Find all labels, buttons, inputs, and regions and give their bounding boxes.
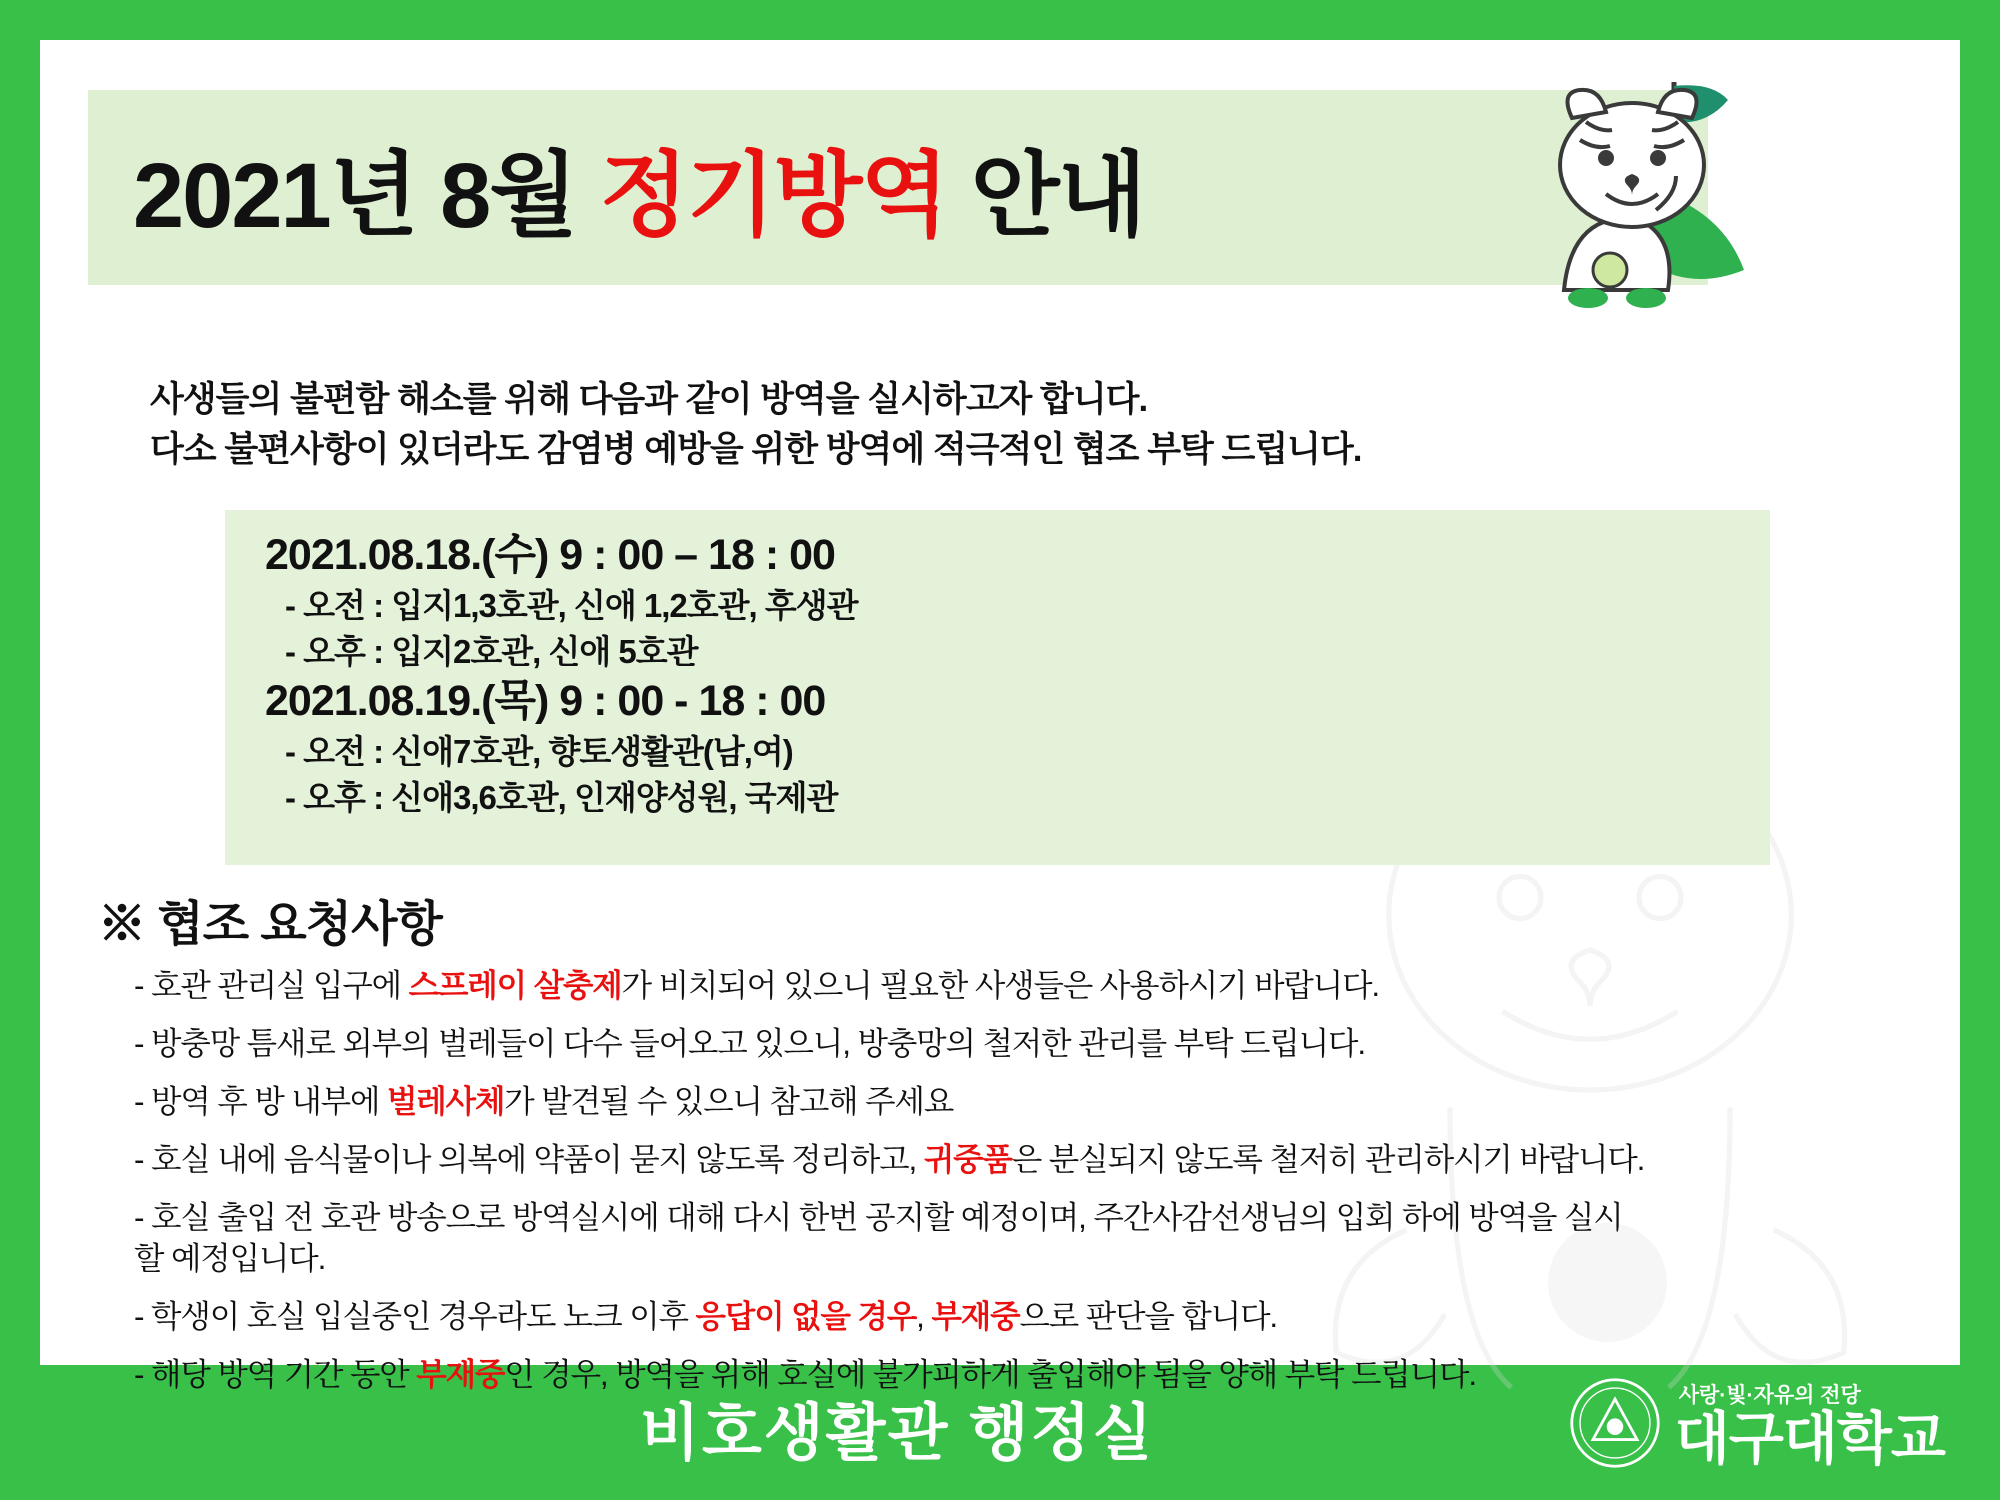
schedule-2-line-2: - 오후 : 신애3,6호관, 인재양성원, 국제관	[285, 778, 838, 816]
notice-item	[108, 965, 1918, 1006]
tiger-mascot-flag-icon	[1460, 70, 1760, 340]
notice-list	[108, 965, 1918, 1412]
intro-line-1: 사생들의 불편함 해소를 위해 다음과 같이 방역을 실시하고자 합니다.	[150, 380, 1148, 419]
notice-item-text: - 해당 방역 기간 동안 부재중인 경우, 방역을 위해 호실에 불가피하게 출입해야 됨을 양해 부탁 드립니다.	[134, 1355, 1476, 1392]
title-highlight: 정기방역	[599, 144, 948, 247]
content-panel	[40, 40, 1960, 1392]
university-emblem-icon	[1569, 1377, 1661, 1469]
footer-bar	[0, 1365, 2000, 1500]
notice-heading: ※ 협조 요청사항	[98, 898, 442, 951]
notice-item	[108, 1081, 1918, 1122]
footer-office-name: 비호생활관 행정실	[640, 1399, 1155, 1468]
notice-item	[108, 1139, 1918, 1180]
notice-item-text: - 호관 관리실 입구에 스프레이 살충제가 비치되어 있으니 필요한 사생들은 사용하시기 바랍니다.	[134, 967, 1380, 1003]
university-branding	[1569, 1377, 1945, 1469]
schedule-2-line-1: - 오전 : 신애7호관, 향토생활관(남,여)	[285, 733, 793, 771]
notice-item-text: - 방충망 틈새로 외부의 벌레들이 다수 들어오고 있으니, 방충망의 철저한 관리를 부탁 드립니다.	[134, 1024, 1366, 1061]
page-title	[88, 122, 1145, 254]
notice-item-text: - 호실 내에 음식물이나 의복에 약품이 묻지 않도록 정리하고, 귀중품은 분실되지 않도록 철저히 관리하시기 바랍니다.	[134, 1140, 1645, 1177]
schedule-1-line-1: - 오전 : 입지1,3호관, 신애 1,2호관, 후생관	[285, 587, 858, 625]
university-slogan: 사랑·빛·자유의 전당	[1678, 1383, 1861, 1407]
notice-item	[108, 1296, 1918, 1337]
notice-item	[108, 1023, 1918, 1064]
schedule-date-1: 2021.08.18.(수) 9 : 00 – 18 : 00	[265, 531, 835, 579]
schedule-1-line-2: - 오후 : 입지2호관, 신애 5호관	[285, 632, 698, 670]
notice-item-text: - 호실 출입 전 호관 방송으로 방역실시에 대해 다시 한번 공지할 예정이며, 주간사감선생님의 입회 하에 방역을 실시 할 예정입니다.	[134, 1198, 1623, 1276]
schedule-box	[225, 510, 1770, 865]
notice-item-text: - 방역 후 방 내부에 벌레사체가 발견될 수 있으니 참고해 주세요	[134, 1082, 954, 1119]
notice-item-text: - 학생이 호실 입실중인 경우라도 노크 이후 응답이 없을 경우, 부재중으로 판단을 합니다.	[134, 1297, 1278, 1334]
title-prefix: 2021년 8월	[133, 144, 600, 247]
intro-line-2: 다소 불편사항이 있더라도 감염병 예방을 위한 방역에 적극적인 협조 부탁 드립니다.	[150, 429, 1362, 469]
university-name: 대구대학교	[1674, 1406, 1945, 1471]
schedule-date-2: 2021.08.19.(목) 9 : 00 - 18 : 00	[265, 677, 826, 726]
intro-text	[150, 375, 1850, 474]
title-suffix: 안내	[947, 144, 1145, 247]
notice-item	[108, 1197, 1918, 1279]
